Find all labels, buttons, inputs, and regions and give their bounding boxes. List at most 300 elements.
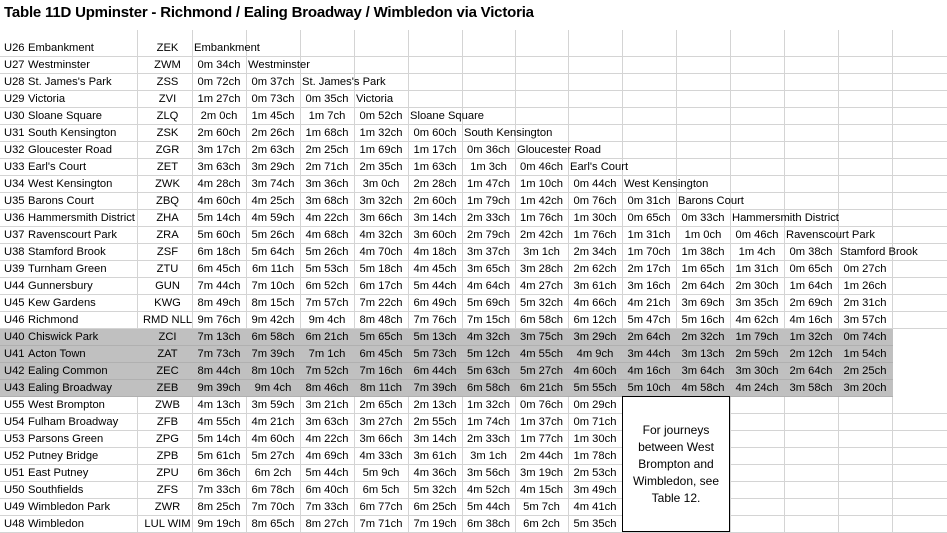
journey-time: 2m 31ch <box>843 297 887 309</box>
journey-time: 5m 69ch <box>467 297 510 309</box>
journey-time: 0m 46ch <box>735 229 779 241</box>
journey-time: 6m 78ch <box>251 484 295 496</box>
journey-time: 8m 15ch <box>251 297 295 309</box>
journey-time: 5m 26ch <box>251 229 295 241</box>
journey-time: 4m 27ch <box>520 280 563 292</box>
table-row <box>0 499 947 516</box>
journey-time: 5m 14ch <box>197 212 241 224</box>
row-number: U44 <box>4 280 25 292</box>
journey-time: 6m 49ch <box>413 297 457 309</box>
station-name: Chiswick Park <box>28 331 99 343</box>
journey-time: 7m 33ch <box>197 484 241 496</box>
journey-time: 5m 73ch <box>413 348 457 360</box>
journey-time: 4m 55ch <box>197 416 241 428</box>
station-name: Earl's Court <box>28 161 87 173</box>
journey-time: 0m 65ch <box>789 263 833 275</box>
station-code: ZRA <box>156 229 179 241</box>
journey-time: 3m 65ch <box>467 263 510 275</box>
journey-time: 6m 52ch <box>305 280 349 292</box>
journey-time: 1m 76ch <box>520 212 563 224</box>
table-row <box>0 91 947 108</box>
journey-time: 3m 58ch <box>789 382 833 394</box>
table-row <box>0 414 947 431</box>
journey-time: 2m 26ch <box>251 127 295 139</box>
journey-time: 3m 61ch <box>573 280 617 292</box>
journey-time: 1m 7ch <box>308 110 346 122</box>
diagonal-station-label: St. James's Park <box>302 76 386 88</box>
table-row <box>0 448 947 465</box>
journey-time: 5m 14ch <box>197 433 241 445</box>
journey-time: 3m 14ch <box>413 212 457 224</box>
journey-time: 2m 64ch <box>789 365 833 377</box>
station-name: Stamford Brook <box>28 246 106 258</box>
journey-time: 7m 76ch <box>413 314 457 326</box>
journey-time: 3m 61ch <box>413 450 457 462</box>
journey-time: 6m 58ch <box>251 331 295 343</box>
journey-time: 1m 45ch <box>251 110 295 122</box>
station-name: Embankment <box>28 42 94 54</box>
diagonal-station-label: Hammersmith District <box>732 212 839 224</box>
row-number: U30 <box>4 110 25 122</box>
journey-time: 3m 13ch <box>681 348 725 360</box>
journey-time: 5m 53ch <box>305 263 349 275</box>
table-row <box>0 278 947 295</box>
station-name: West Kensington <box>28 178 113 190</box>
row-number: U29 <box>4 93 25 105</box>
journey-time: 4m 55ch <box>520 348 563 360</box>
table-row <box>0 108 947 125</box>
journey-time: 1m 74ch <box>467 416 510 428</box>
journey-time: 7m 57ch <box>305 297 349 309</box>
journey-time: 3m 69ch <box>681 297 725 309</box>
journey-time: 2m 59ch <box>735 348 779 360</box>
journey-time: 3m 60ch <box>413 229 457 241</box>
journey-time: 0m 34ch <box>197 59 241 71</box>
journey-time: 2m 17ch <box>627 263 671 275</box>
station-code: KWG <box>154 297 181 309</box>
journey-time: 7m 71ch <box>359 518 403 530</box>
row-number: U28 <box>4 76 25 88</box>
journey-time: 5m 65ch <box>359 331 403 343</box>
table-row <box>0 261 947 278</box>
station-name: Ravenscourt Park <box>28 229 117 241</box>
row-number: U42 <box>4 365 25 377</box>
journey-time: 6m 5ch <box>362 484 400 496</box>
table-row <box>0 227 947 244</box>
station-code: ZSF <box>156 246 179 258</box>
journey-time: 7m 39ch <box>413 382 457 394</box>
table-row <box>0 244 947 261</box>
journey-time: 5m 44ch <box>467 501 510 513</box>
journey-time: 6m 17ch <box>359 280 403 292</box>
journey-time: 5m 35ch <box>573 518 617 530</box>
journey-time: 4m 9ch <box>576 348 614 360</box>
station-name: Putney Bridge <box>28 450 99 462</box>
journey-time: 3m 66ch <box>359 433 403 445</box>
journey-time: 4m 62ch <box>735 314 779 326</box>
journey-time: 2m 12ch <box>789 348 833 360</box>
journey-time: 3m 68ch <box>305 195 349 207</box>
journey-time: 5m 13ch <box>413 331 457 343</box>
journey-time: 2m 33ch <box>467 433 510 445</box>
journey-time: 3m 1ch <box>470 450 507 462</box>
journey-time: 0m 35ch <box>305 93 349 105</box>
journey-time: 4m 18ch <box>413 246 457 258</box>
station-code: ZWR <box>154 501 181 513</box>
row-number: U55 <box>4 399 25 411</box>
journey-time: 4m 58ch <box>681 382 725 394</box>
journey-time: 7m 33ch <box>305 501 349 513</box>
journey-time: 9m 76ch <box>197 314 241 326</box>
journey-time: 0m 37ch <box>251 76 295 88</box>
table-row <box>0 482 947 499</box>
row-number: U35 <box>4 195 25 207</box>
journey-time: 2m 62ch <box>573 263 617 275</box>
row-number: U31 <box>4 127 25 139</box>
journey-time: 9m 4ch <box>308 314 346 326</box>
journey-time: 4m 60ch <box>573 365 617 377</box>
journey-time: 4m 16ch <box>789 314 833 326</box>
journey-time: 2m 25ch <box>843 365 887 377</box>
row-number: U41 <box>4 348 25 360</box>
station-code: RMD NLL <box>142 314 193 326</box>
journey-time: 1m 79ch <box>467 195 510 207</box>
journey-time: 6m 25ch <box>413 501 457 513</box>
station-code: ZSK <box>156 127 179 139</box>
table-row <box>0 74 947 91</box>
journey-time: 3m 21ch <box>305 399 349 411</box>
station-name: Gloucester Road <box>28 144 112 156</box>
journey-time: 4m 21ch <box>627 297 671 309</box>
journey-time: 1m 54ch <box>843 348 887 360</box>
journey-time: 3m 1ch <box>523 246 560 258</box>
journey-time: 2m 69ch <box>789 297 833 309</box>
journey-time: 3m 56ch <box>467 467 510 479</box>
journey-time: 5m 26ch <box>305 246 349 258</box>
journey-time: 0m 46ch <box>520 161 563 173</box>
station-name: Victoria <box>28 93 66 105</box>
journey-time: 7m 70ch <box>251 501 295 513</box>
journey-time: 2m 42ch <box>520 229 563 241</box>
journey-time: 5m 55ch <box>573 382 617 394</box>
journey-time: 6m 44ch <box>413 365 457 377</box>
journey-time: 2m 55ch <box>413 416 457 428</box>
journey-time: 4m 28ch <box>197 178 241 190</box>
diagonal-station-label: Westminster <box>248 59 310 71</box>
journey-time: 5m 60ch <box>197 229 241 241</box>
diagonal-station-label: Earl's Court <box>570 161 629 173</box>
journey-time: 3m 16ch <box>627 280 671 292</box>
journey-time: 4m 24ch <box>735 382 779 394</box>
journey-time: 0m 38ch <box>789 246 833 258</box>
journey-time: 7m 73ch <box>197 348 241 360</box>
station-code: ZPB <box>156 450 179 462</box>
station-name: East Putney <box>28 467 89 479</box>
journey-time: 8m 46ch <box>305 382 349 394</box>
row-number: U36 <box>4 212 25 224</box>
journey-time: 2m 32ch <box>681 331 725 343</box>
journey-time: 4m 25ch <box>251 195 295 207</box>
station-code: GUN <box>155 280 180 292</box>
journey-time: 8m 10ch <box>251 365 295 377</box>
journey-time: 4m 32ch <box>467 331 510 343</box>
journey-time: 0m 71ch <box>573 416 617 428</box>
station-name: Turnham Green <box>28 263 107 275</box>
journey-time: 3m 63ch <box>197 161 241 173</box>
row-number: U49 <box>4 501 25 513</box>
journey-time: 1m 38ch <box>681 246 725 258</box>
journey-time: 9m 4ch <box>254 382 292 394</box>
journey-time: 6m 11ch <box>251 263 295 275</box>
journey-note: For journeys between West Brompton and Wimbledon, see Table 12. <box>622 396 730 532</box>
journey-time: 4m 22ch <box>305 433 349 445</box>
station-name: Westminster <box>28 59 90 71</box>
journey-time: 4m 16ch <box>627 365 671 377</box>
journey-time: 7m 10ch <box>251 280 295 292</box>
journey-time: 0m 76ch <box>520 399 563 411</box>
journey-time: 2m 28ch <box>413 178 457 190</box>
journey-time: 2m 53ch <box>573 467 617 479</box>
row-number: U39 <box>4 263 25 275</box>
table-row <box>0 142 947 159</box>
journey-time: 7m 13ch <box>197 331 241 343</box>
journey-time: 4m 66ch <box>573 297 617 309</box>
journey-time: 3m 27ch <box>359 416 403 428</box>
journey-time: 1m 68ch <box>305 127 349 139</box>
table-row <box>0 363 893 380</box>
journey-time: 6m 12ch <box>573 314 617 326</box>
row-number: U38 <box>4 246 25 258</box>
journey-time: 3m 36ch <box>305 178 349 190</box>
table-row <box>0 210 947 227</box>
journey-time: 5m 47ch <box>627 314 671 326</box>
journey-time: 0m 52ch <box>359 110 403 122</box>
diagonal-station-label: Gloucester Road <box>517 144 601 156</box>
journey-time: 2m 34ch <box>573 246 617 258</box>
row-number: U34 <box>4 178 25 190</box>
journey-time: 5m 44ch <box>413 280 457 292</box>
journey-time: 3m 49ch <box>573 484 617 496</box>
station-name: Parsons Green <box>28 433 104 445</box>
row-number: U32 <box>4 144 25 156</box>
journey-time: 1m 30ch <box>573 433 617 445</box>
station-name: Ealing Common <box>28 365 108 377</box>
station-name: Sloane Square <box>28 110 103 122</box>
station-code: ZWK <box>155 178 180 190</box>
journey-time: 3m 29ch <box>251 161 295 173</box>
journey-time: 3m 28ch <box>520 263 563 275</box>
journey-time: 4m 69ch <box>305 450 349 462</box>
journey-time: 6m 58ch <box>520 314 563 326</box>
row-number: U54 <box>4 416 25 428</box>
table-row <box>0 176 947 193</box>
journey-time: 6m 36ch <box>197 467 241 479</box>
journey-time: 7m 22ch <box>359 297 403 309</box>
table-row <box>0 40 947 57</box>
row-number: U53 <box>4 433 25 445</box>
station-name: Wimbledon Park <box>28 501 111 513</box>
journey-time: 1m 70ch <box>627 246 671 258</box>
journey-time: 6m 2ch <box>254 467 292 479</box>
journey-time: 1m 47ch <box>467 178 510 190</box>
journey-time: 5m 32ch <box>520 297 563 309</box>
station-name: Richmond <box>28 314 79 326</box>
journey-time: 5m 64ch <box>251 246 295 258</box>
journey-time: 0m 60ch <box>413 127 457 139</box>
journey-time: 1m 27ch <box>197 93 241 105</box>
station-name: South Kensington <box>28 127 117 139</box>
row-number: U48 <box>4 518 25 530</box>
journey-time: 1m 32ch <box>467 399 510 411</box>
journey-time: 3m 75ch <box>520 331 563 343</box>
journey-time: 7m 44ch <box>197 280 241 292</box>
journey-time: 4m 70ch <box>359 246 403 258</box>
journey-time: 4m 21ch <box>251 416 295 428</box>
journey-time: 7m 39ch <box>251 348 295 360</box>
diagonal-station-label: Ravenscourt Park <box>786 229 875 241</box>
journey-time: 3m 37ch <box>467 246 510 258</box>
journey-time: 3m 57ch <box>843 314 887 326</box>
journey-time: 6m 2ch <box>523 518 560 530</box>
table-title: Table 11D Upminster - Richmond / Ealing Broadway / Wimbledon via Victoria <box>4 4 534 21</box>
journey-time: 3m 20ch <box>843 382 887 394</box>
journey-time: 8m 25ch <box>197 501 241 513</box>
station-code: LUL WIM <box>144 518 191 530</box>
journey-time: 6m 21ch <box>520 382 563 394</box>
station-name: St. James's Park <box>28 76 112 88</box>
journey-time: 3m 32ch <box>359 195 403 207</box>
row-number: U27 <box>4 59 25 71</box>
journey-time: 3m 19ch <box>520 467 563 479</box>
row-number: U46 <box>4 314 25 326</box>
journey-time: 0m 29ch <box>573 399 617 411</box>
row-number: U52 <box>4 450 25 462</box>
row-number: U45 <box>4 297 25 309</box>
diagonal-station-label: Embankment <box>194 42 260 54</box>
journey-time: 7m 15ch <box>467 314 510 326</box>
station-code: ZFB <box>156 416 179 428</box>
journey-time: 5m 32ch <box>413 484 457 496</box>
journey-time: 7m 1ch <box>308 348 346 360</box>
journey-time: 1m 30ch <box>573 212 617 224</box>
station-code: ZLQ <box>156 110 179 122</box>
journey-time: 6m 45ch <box>359 348 403 360</box>
row-number: U33 <box>4 161 25 173</box>
journey-time: 9m 39ch <box>197 382 241 394</box>
journey-time: 4m 36ch <box>413 467 457 479</box>
station-code: ZHA <box>156 212 179 224</box>
journey-time: 5m 18ch <box>359 263 403 275</box>
journey-time: 4m 68ch <box>305 229 349 241</box>
journey-time: 2m 33ch <box>467 212 510 224</box>
journey-time: 5m 9ch <box>362 467 400 479</box>
journey-time: 8m 11ch <box>359 382 403 394</box>
journey-time: 4m 33ch <box>359 450 403 462</box>
station-code: ZTU <box>156 263 179 275</box>
journey-time: 8m 65ch <box>251 518 295 530</box>
table-row <box>0 465 947 482</box>
journey-time: 3m 64ch <box>681 365 725 377</box>
journey-time: 3m 66ch <box>359 212 403 224</box>
journey-time: 8m 44ch <box>197 365 241 377</box>
journey-time: 1m 31ch <box>627 229 671 241</box>
station-name: Ealing Broadway <box>28 382 112 394</box>
journey-time: 1m 32ch <box>359 127 403 139</box>
journey-time: 1m 17ch <box>413 144 457 156</box>
journey-time: 3m 44ch <box>627 348 671 360</box>
journey-time: 6m 58ch <box>467 382 510 394</box>
journey-time: 2m 64ch <box>681 280 725 292</box>
journey-time: 3m 30ch <box>735 365 779 377</box>
journey-time: 9m 19ch <box>197 518 241 530</box>
station-name: Acton Town <box>28 348 86 360</box>
station-name: Gunnersbury <box>28 280 93 292</box>
journey-time: 2m 63ch <box>251 144 295 156</box>
journey-time: 0m 74ch <box>843 331 887 343</box>
journey-time: 5m 61ch <box>197 450 241 462</box>
journey-time: 1m 37ch <box>520 416 563 428</box>
journey-time: 1m 31ch <box>735 263 779 275</box>
diagonal-station-label: Victoria <box>356 93 394 105</box>
table-row <box>0 159 947 176</box>
journey-time: 0m 27ch <box>843 263 887 275</box>
journey-time: 3m 14ch <box>413 433 457 445</box>
table-row <box>0 329 893 346</box>
table-row <box>0 380 893 397</box>
journey-time: 1m 26ch <box>843 280 887 292</box>
journey-time: 2m 65ch <box>359 399 403 411</box>
journey-time: 2m 0ch <box>200 110 238 122</box>
journey-time: 2m 35ch <box>359 161 403 173</box>
station-code: ZWB <box>155 399 180 411</box>
table-row <box>0 431 947 448</box>
journey-time: 1m 4ch <box>738 246 776 258</box>
row-number: U40 <box>4 331 25 343</box>
journey-time: 6m 21ch <box>305 331 349 343</box>
row-number: U43 <box>4 382 25 394</box>
station-code: ZGR <box>155 144 180 156</box>
diagonal-station-label: South Kensington <box>464 127 553 139</box>
journey-time: 0m 44ch <box>573 178 617 190</box>
journey-time: 4m 41ch <box>573 501 617 513</box>
journey-time: 8m 49ch <box>197 297 241 309</box>
table-row <box>0 125 947 142</box>
station-code: ZEB <box>156 382 179 394</box>
journey-time: 5m 10ch <box>627 382 671 394</box>
journey-time: 1m 0ch <box>684 229 722 241</box>
journey-time: 6m 38ch <box>467 518 510 530</box>
journey-time: 1m 42ch <box>520 195 563 207</box>
table-row <box>0 312 947 329</box>
journey-time: 8m 48ch <box>359 314 403 326</box>
station-code: ZSS <box>156 76 179 88</box>
journey-time: 5m 63ch <box>467 365 510 377</box>
journey-time: 5m 27ch <box>520 365 563 377</box>
journey-time: 0m 33ch <box>681 212 725 224</box>
journey-time: 4m 22ch <box>305 212 349 224</box>
diagonal-station-label: Sloane Square <box>410 110 485 122</box>
journey-time: 2m 60ch <box>197 127 241 139</box>
journey-time: 0m 31ch <box>627 195 671 207</box>
journey-time: 9m 42ch <box>251 314 295 326</box>
journey-time: 0m 76ch <box>573 195 617 207</box>
table-row <box>0 57 947 74</box>
journey-time: 8m 27ch <box>305 518 349 530</box>
journey-time: 6m 18ch <box>197 246 241 258</box>
journey-time: 1m 64ch <box>789 280 833 292</box>
journey-time: 3m 59ch <box>251 399 295 411</box>
journey-time: 6m 45ch <box>197 263 241 275</box>
